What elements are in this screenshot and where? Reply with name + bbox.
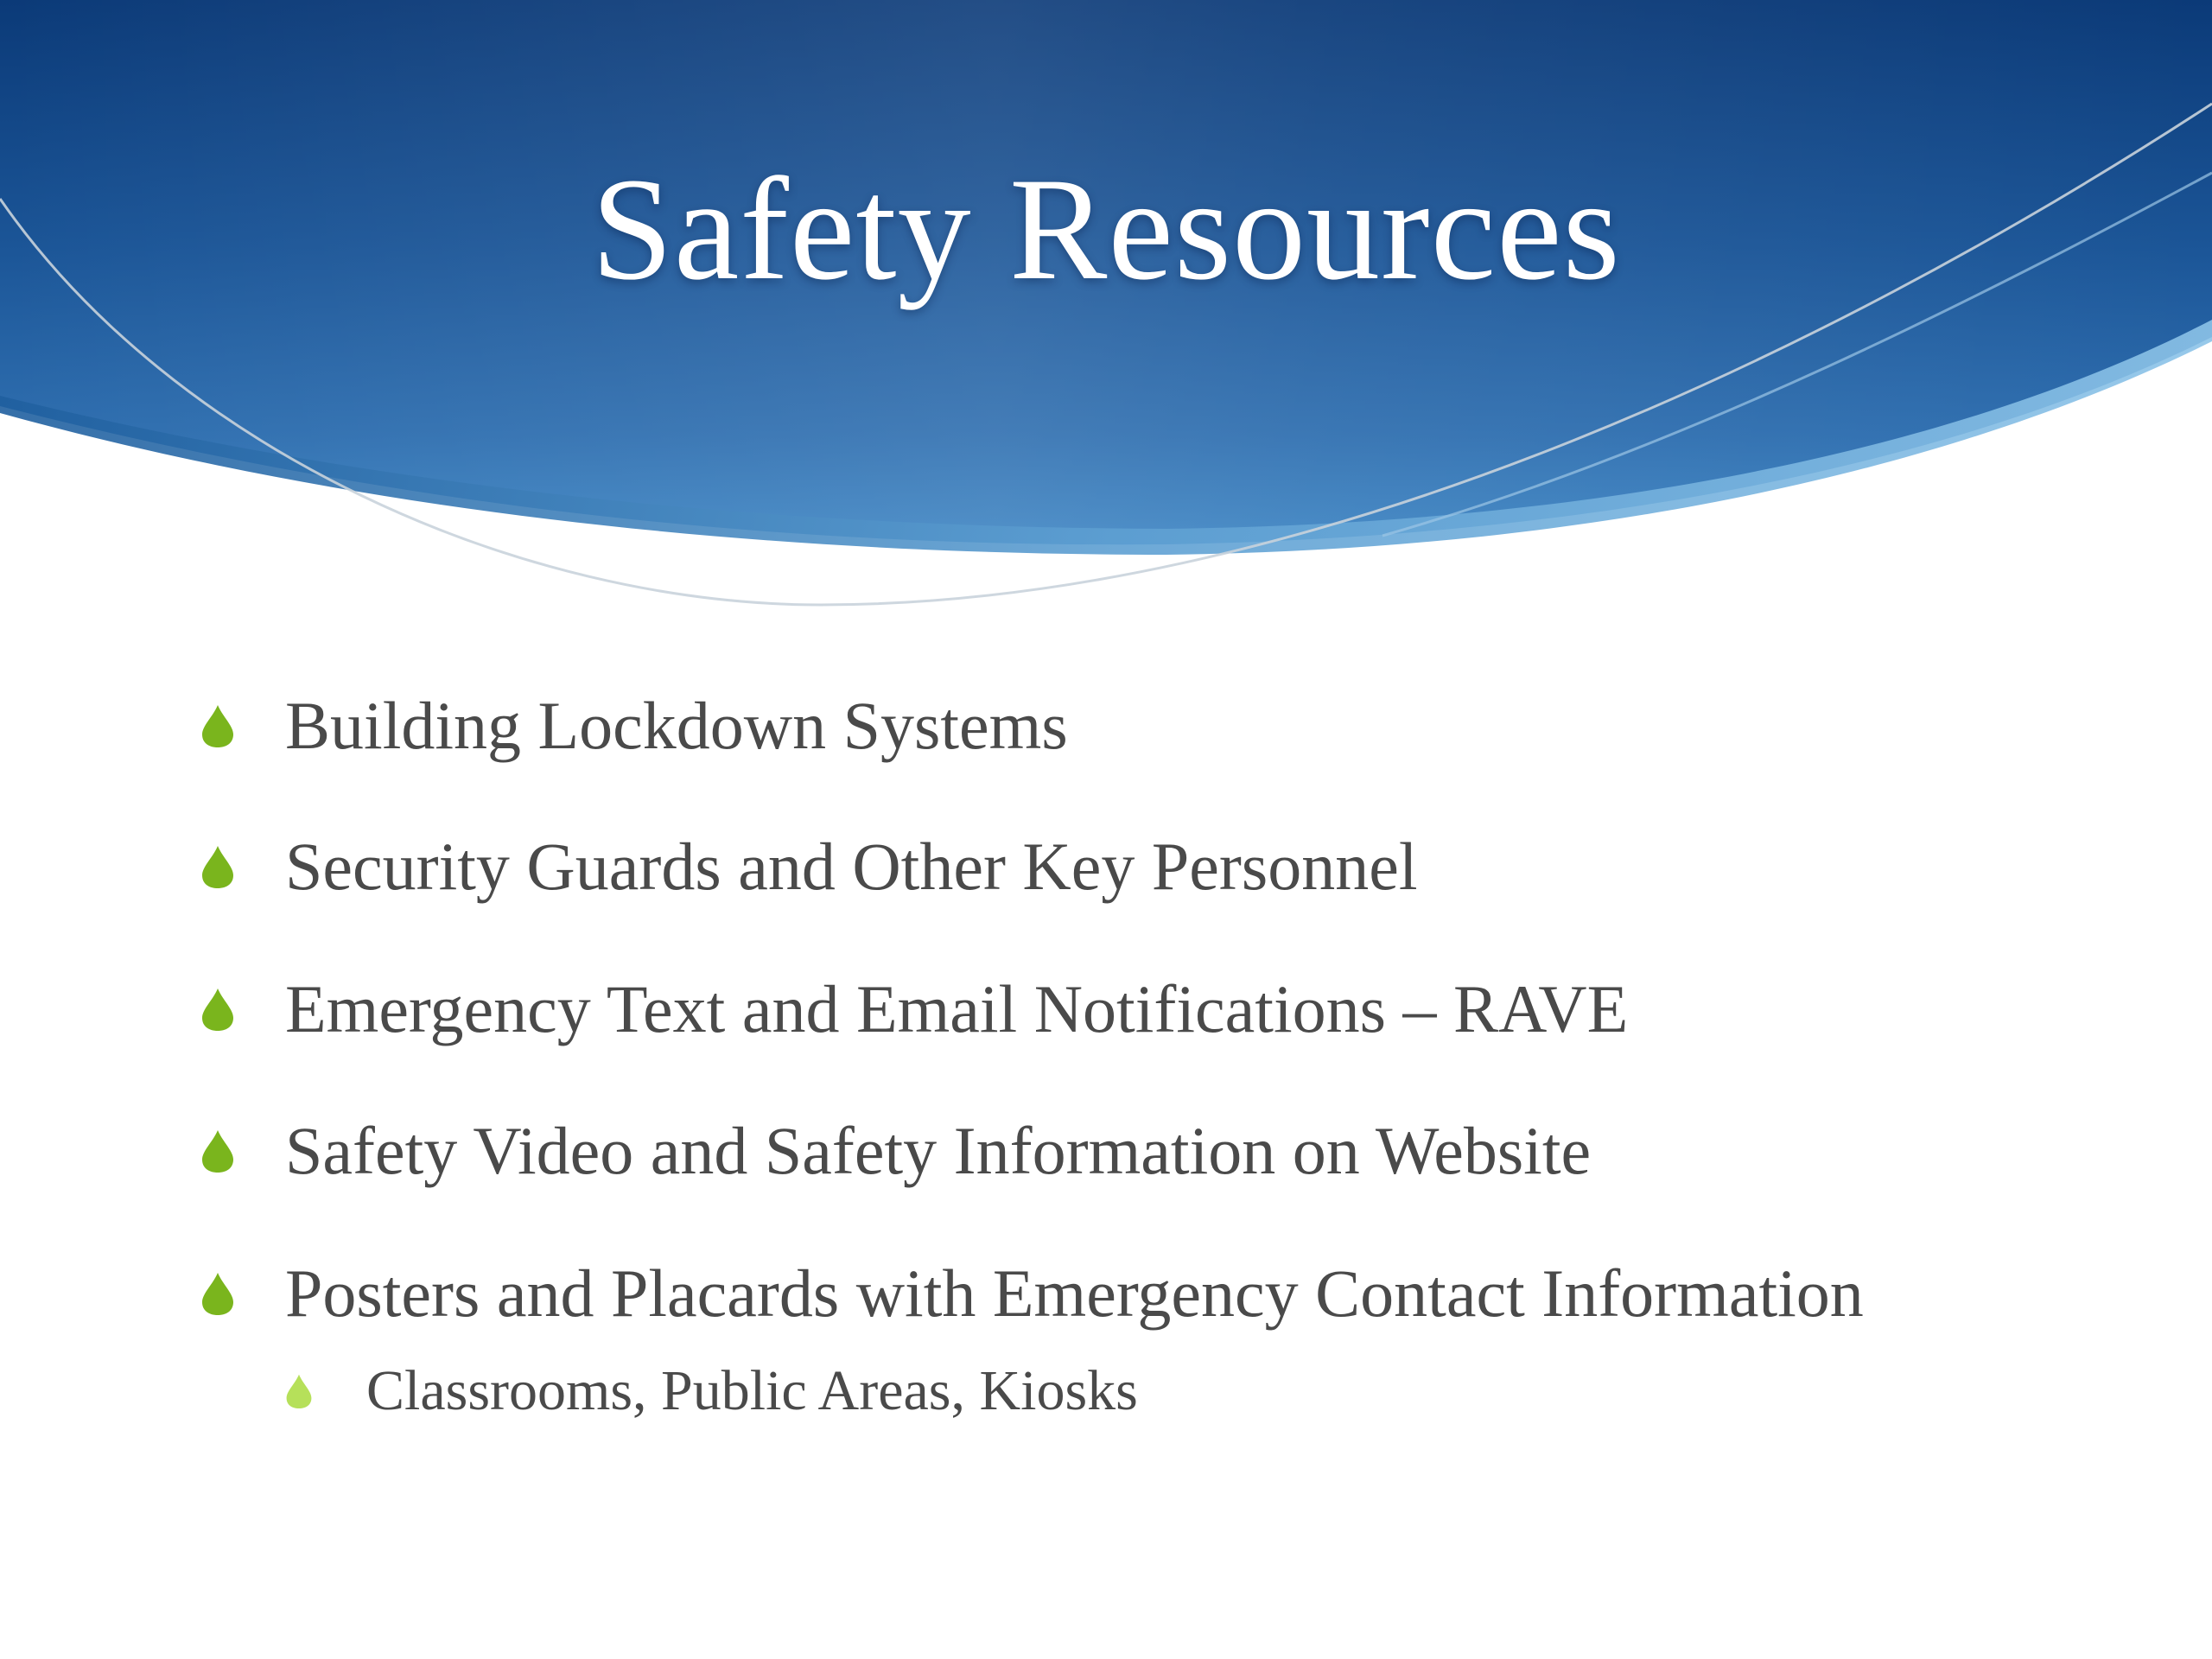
sub-list-item <box>285 1352 1138 1430</box>
droplet-icon <box>200 1128 235 1173</box>
list-item <box>200 678 1068 773</box>
droplet-icon <box>200 844 235 889</box>
droplet-icon <box>285 1373 313 1409</box>
list-item <box>200 1103 1591 1198</box>
list-item <box>200 1246 1864 1341</box>
slide-title: Safety Resources <box>591 148 1621 310</box>
bullet-text: Emergency Text and Email Notifications – RAVE <box>285 971 1629 1046</box>
bullet-text: Posters and Placards with Emergency Contact Information <box>285 1255 1864 1331</box>
droplet-icon <box>200 987 235 1032</box>
bullet-text: Building Lockdown Systems <box>285 688 1068 763</box>
droplet-icon <box>200 1271 235 1316</box>
sub-bullet-text: Classrooms, Public Areas, Kiosks <box>366 1359 1138 1422</box>
droplet-icon <box>200 703 235 748</box>
list-item <box>200 819 1418 914</box>
bullet-text: Security Guards and Other Key Personnel <box>285 829 1418 904</box>
list-item <box>200 962 1628 1057</box>
bullet-text: Safety Video and Safety Information on Website <box>285 1113 1592 1188</box>
